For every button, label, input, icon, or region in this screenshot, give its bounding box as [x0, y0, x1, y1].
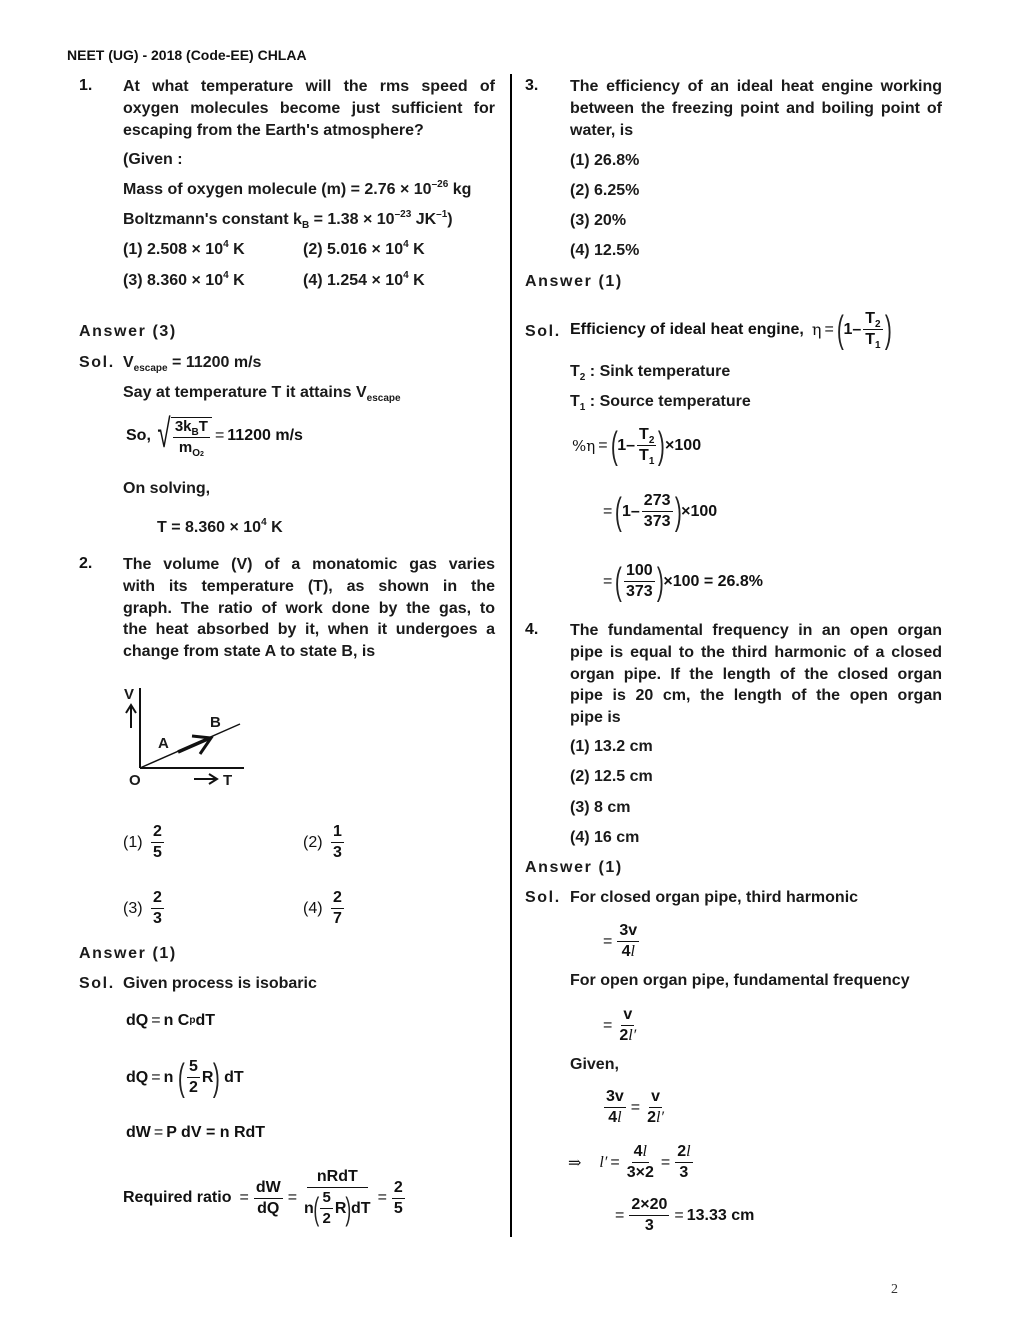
option-1: (1) 26.8%	[570, 152, 640, 169]
option-2: (2) $5.016 \times 10^4$ K	[303, 239, 425, 258]
option-2: (2) 6.25%	[570, 182, 640, 199]
option-1: (1) $2.508 \times 10^4$ K	[123, 239, 245, 258]
frequency-equality: $\frac{3v}{4l}$ = $\frac{v}{2l'}$	[606, 1088, 664, 1126]
option-2: (2) $\frac{1}{3}$	[303, 823, 342, 861]
solution-result: $T = 8.360 \times 10^4$ K	[157, 517, 283, 536]
option-3: (3) $8.360 \times 10^4$ K	[123, 270, 245, 289]
question-line: The volume (V) of a monatomic gas varies	[123, 556, 495, 573]
option-3: (3) 8 cm	[570, 799, 631, 816]
question-line: water, is	[570, 121, 634, 139]
option-3: (3) $\frac{2}{3}$	[123, 889, 162, 927]
option-4: (4) $\frac{2}{7}$	[303, 889, 342, 927]
efficiency-substitution: = ( 1– $\frac{273}{373}$ ) ×100	[603, 490, 718, 533]
solution-label: Sol.	[79, 975, 115, 992]
solution-label: Sol.	[525, 323, 561, 340]
length-result: = $\frac{2\times 20}{3}$ = 13.33 cm	[615, 1196, 755, 1234]
on-solving: On solving,	[123, 480, 211, 497]
question-text	[123, 554, 495, 663]
option-2: (2) 12.5 cm	[570, 768, 653, 785]
y-axis-label: V	[124, 686, 135, 703]
question-line: The efficiency of an ideal heat engine working	[570, 78, 942, 95]
question-line: At what temperature will the rms speed of	[123, 78, 495, 95]
question-text	[570, 620, 942, 729]
equation-required-ratio: Required ratio = $\frac{dW}{dQ}$ = nRdT n ( $\frac{5}{2}$ R ) dT = $\frac{2}{5}$	[123, 1168, 403, 1227]
equation-dw: dW = P dV = n RdT	[126, 1124, 266, 1141]
answer-label: Answer (1)	[525, 273, 623, 290]
given-mass: Mass of oxygen molecule $(m) = 2.76 \times 10^{-26}$ kg	[123, 179, 472, 198]
given-boltzmann: Boltzmann's constant $k_B = 1.38 \times 10^{-23}$ $JK^{-1}$)	[123, 209, 453, 231]
option-4: (4) $1.254 \times 10^4$ K	[303, 270, 425, 289]
document-header: NEET (UG) - 2018 (Code-EE) CHLAA	[67, 47, 307, 63]
origin-label: O	[129, 772, 141, 789]
sqrt-symbol: √	[157, 412, 171, 456]
sqrt-equation: So, √ $\frac{3k_BT}{m_{O2}}$ = 11200 m/s	[126, 412, 303, 459]
given-label: (Given :	[123, 151, 183, 168]
efficiency-result: = ( $\frac{100}{373}$ ) ×100 = 26.8%	[603, 560, 763, 603]
point-a-label: A	[158, 735, 169, 752]
question-line: with its temperature (T), as shown in the	[123, 577, 495, 595]
option-3: (3) 20%	[570, 212, 627, 229]
question-line: pipe is 20 cm, the length of the open organ	[570, 687, 942, 705]
option-4: (4) 12.5%	[570, 242, 640, 259]
closed-pipe-formula: = $\frac{3v}{4l}$	[603, 922, 638, 960]
given-label: Given,	[570, 1056, 619, 1073]
option-4: (4) 16 cm	[570, 829, 640, 846]
solution-label: Sol.	[79, 354, 115, 371]
efficiency-formula: Efficiency of ideal heat engine, η = ( 1– $\frac{T_2}{T_1}$ )	[570, 308, 892, 351]
percent-efficiency-formula: %η = ( 1– $\frac{T_2}{T_1}$ ) ×100	[572, 424, 702, 467]
option-1: (1) $\frac{2}{5}$	[123, 823, 162, 861]
solution-label: Sol.	[525, 889, 561, 906]
question-number: 2.	[79, 555, 93, 572]
question-text	[570, 76, 942, 141]
point-b-label: B	[210, 714, 221, 731]
page-number: 2	[891, 1282, 898, 1297]
answer-label: Answer (1)	[79, 945, 177, 962]
question-line: pipe is equal to the third harmonic of a closed	[570, 643, 942, 661]
solution-v-escape: $V_{escape} = 11200$ m/s	[123, 354, 262, 374]
question-number: 4.	[525, 621, 539, 638]
question-number: 3.	[525, 77, 539, 94]
solution-intro: Given process is isobaric	[123, 975, 317, 992]
equation-dq-cp: dQ = n C p dT	[126, 1012, 215, 1029]
column-divider	[510, 74, 512, 1237]
question-number: 1.	[79, 77, 93, 94]
v-t-graph	[110, 684, 260, 794]
question-line: between the freezing point and boiling point of	[570, 99, 942, 117]
question-line: change from state A to state B, is	[123, 643, 376, 661]
option-1: (1) 13.2 cm	[570, 738, 653, 755]
length-derivation: ⇒ l′ = $\frac{4l}{3\times 2}$ = $\frac{2l}{3}$	[568, 1143, 691, 1181]
x-axis-label: T	[223, 772, 233, 789]
question-line: organ pipe. If the length of the closed organ	[570, 665, 942, 683]
question-line: oxygen molecules become just sufficient for	[123, 99, 495, 117]
answer-label: Answer (1)	[525, 859, 623, 876]
closed-pipe-text: For closed organ pipe, third harmonic	[570, 889, 859, 906]
solution-say: Say at temperature T it attains $V_{escape}$	[123, 384, 401, 404]
sink-temperature: $T_2$ : Sink temperature	[570, 363, 731, 383]
open-pipe-text: For open organ pipe, fundamental frequency	[570, 972, 910, 989]
question-text	[123, 76, 495, 141]
question-line: escaping from the Earth's atmosphere?	[123, 121, 424, 139]
source-temperature: $T_1$ : Source temperature	[570, 393, 751, 413]
question-line: graph. The ratio of work done by the gas, to	[123, 599, 495, 617]
question-line: pipe is	[570, 709, 621, 727]
open-pipe-formula: = $\frac{v}{2l'}$	[603, 1006, 637, 1044]
equation-dq-r: dQ = n ( $\frac{5}{2}$ R ) dT	[126, 1056, 244, 1099]
answer-label: Answer (3)	[79, 323, 177, 340]
question-line: The fundamental frequency in an open organ	[570, 622, 942, 639]
question-line: the heat absorbed by it, when it undergoes a	[123, 621, 495, 639]
